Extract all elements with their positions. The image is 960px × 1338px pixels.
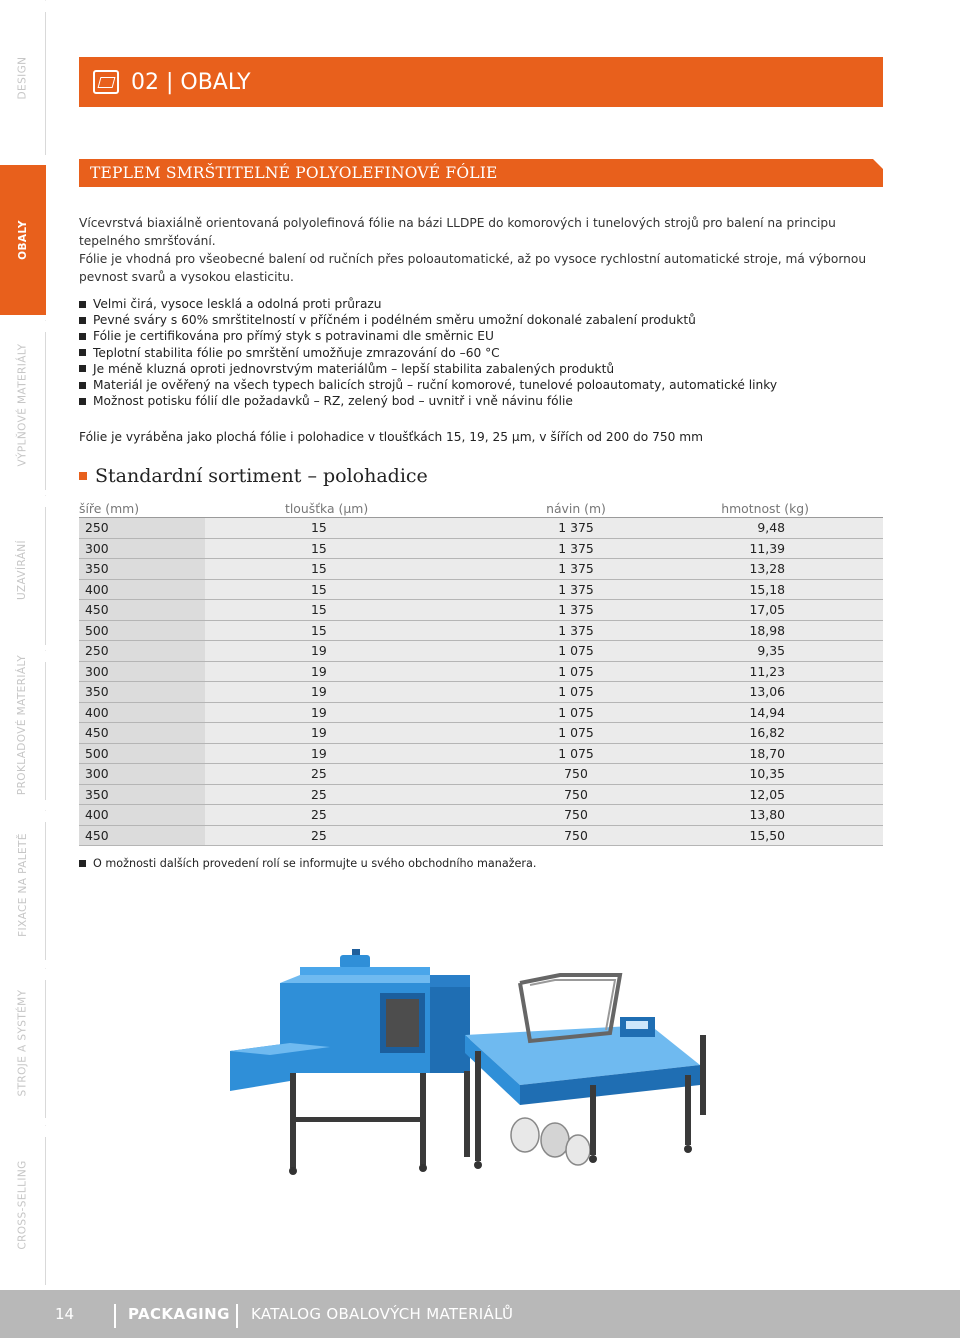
cell-width: 350 [79, 784, 205, 805]
nav-label: PROKLADOVÉ MATERIÁLY [16, 654, 29, 796]
bullet-icon [79, 398, 86, 405]
table-row [79, 764, 883, 785]
bullet-icon [79, 349, 86, 356]
cell-length: 1 075 [521, 702, 631, 723]
cell-length: 1 375 [521, 620, 631, 641]
table-row [79, 805, 883, 826]
cell-length: 1 375 [521, 579, 631, 600]
cell-length: 750 [521, 784, 631, 805]
cell-thickness: 19 [205, 723, 521, 744]
cell-weight: 14,94 [631, 702, 883, 723]
cell-weight: 18,98 [631, 620, 883, 641]
column-header-weight: hmotnost (kg) [631, 499, 883, 518]
cell-weight: 9,35 [631, 641, 883, 662]
cell-thickness: 15 [205, 579, 521, 600]
note [79, 857, 536, 870]
list-item [79, 328, 879, 344]
cell-thickness: 15 [205, 559, 521, 580]
cell-thickness: 25 [205, 805, 521, 826]
cell-width: 400 [79, 702, 205, 723]
cell-weight: 11,39 [631, 538, 883, 559]
cell-weight: 9,48 [631, 518, 883, 539]
list-item-text: Pevné sváry s 60% smrštitelností v příčném i podélném směru umožní dokonalé zabalení produktů [93, 313, 696, 328]
cell-width: 300 [79, 538, 205, 559]
list-item [79, 377, 879, 393]
nav-item-cross-selling[interactable] [0, 1125, 46, 1285]
cell-weight: 17,05 [631, 600, 883, 621]
nav-item-stroje-a-systemy[interactable] [0, 968, 46, 1118]
table-row [79, 538, 883, 559]
table-row [79, 600, 883, 621]
list-item [79, 345, 879, 361]
cell-thickness: 19 [205, 641, 521, 662]
list-item-text: Je méně kluzná oproti jednovrstvým materiálům – lepší stabilita zabalených produktů [93, 361, 615, 376]
cell-weight: 15,18 [631, 579, 883, 600]
shrink-tunnel-machine-illustration [230, 935, 730, 1180]
list-item [79, 296, 879, 312]
table-row [79, 825, 883, 846]
cell-weight: 13,06 [631, 682, 883, 703]
nav-item-fixace-na-palete[interactable] [0, 810, 46, 960]
feature-list [79, 296, 879, 409]
cell-length: 750 [521, 805, 631, 826]
nav-label: OBALY [17, 220, 29, 260]
cell-length: 750 [521, 825, 631, 846]
cell-width: 350 [79, 559, 205, 580]
nav-item-design[interactable] [0, 0, 46, 155]
cell-length: 1 375 [521, 518, 631, 539]
cell-width: 450 [79, 600, 205, 621]
bullet-icon [79, 317, 86, 324]
side-navigation [0, 0, 46, 1290]
cell-length: 1 075 [521, 743, 631, 764]
nav-item-obaly[interactable] [0, 165, 46, 315]
table-row [79, 579, 883, 600]
cell-thickness: 19 [205, 743, 521, 764]
table-title [79, 465, 428, 487]
footer-brand: PACKAGING [128, 1305, 230, 1323]
cell-length: 1 375 [521, 538, 631, 559]
page-number: 14 [55, 1305, 75, 1323]
cell-width: 450 [79, 723, 205, 744]
list-item-text: Možnost potisku fólií dle požadavků – RZ, zelený bod – uvnitř i vně návinu fólie [93, 394, 573, 409]
table-row [79, 641, 883, 662]
cell-width: 500 [79, 743, 205, 764]
nav-item-uzavirani[interactable] [0, 495, 46, 645]
note-text: O možnosti dalších provedení rolí se informujte u svého obchodního manažera. [93, 857, 537, 870]
column-header-width: šíře (mm) [79, 499, 205, 518]
table-row [79, 682, 883, 703]
cell-thickness: 19 [205, 702, 521, 723]
cell-thickness: 19 [205, 661, 521, 682]
table-row [79, 784, 883, 805]
cell-width: 350 [79, 682, 205, 703]
bullet-icon [79, 301, 86, 308]
cell-weight: 12,05 [631, 784, 883, 805]
cell-length: 1 375 [521, 600, 631, 621]
list-item [79, 312, 879, 328]
cell-length: 1 075 [521, 682, 631, 703]
intro-text [79, 214, 879, 286]
footer-catalog-title: KATALOG OBALOVÝCH MATERIÁLŮ [251, 1305, 514, 1323]
cell-width: 250 [79, 518, 205, 539]
production-info: Fólie je vyráběna jako plochá fólie i polohadice v tloušťkách 15, 19, 25 μm, v šířích od 200 do 750 mm [79, 430, 703, 444]
cell-length: 1 375 [521, 559, 631, 580]
cell-weight: 18,70 [631, 743, 883, 764]
table-row [79, 620, 883, 641]
table-title-text: Standardní sortiment – polohadice [95, 465, 428, 487]
list-item-text: Fólie je certifikována pro přímý styk s potravinami dle směrnic EU [93, 329, 494, 344]
cell-thickness: 25 [205, 784, 521, 805]
list-item [79, 393, 879, 409]
table-row [79, 702, 883, 723]
table-header-row [79, 499, 883, 518]
cell-weight: 13,80 [631, 805, 883, 826]
nav-label: STROJE A SYSTÉMY [16, 989, 29, 1097]
list-item [79, 361, 879, 377]
cell-thickness: 15 [205, 620, 521, 641]
bullet-icon [79, 860, 86, 867]
cell-thickness: 25 [205, 825, 521, 846]
footer-divider [236, 1304, 238, 1328]
table-row [79, 661, 883, 682]
cell-weight: 16,82 [631, 723, 883, 744]
bullet-icon [79, 333, 86, 340]
cell-thickness: 25 [205, 764, 521, 785]
list-item-text: Velmi čirá, vysoce lesklá a odolná proti průrazu [93, 297, 382, 311]
cell-width: 450 [79, 825, 205, 846]
cell-width: 300 [79, 764, 205, 785]
cell-width: 400 [79, 579, 205, 600]
nav-label: FIXACE NA PALETĚ [16, 833, 29, 937]
intro-paragraph: Fólie je vhodná pro všeobecné balení od ručních přes poloautomatické, až po vysoce rychlostní automatické stroje, má výbornou pevnost svarů a vysokou elasticitu. [79, 252, 867, 284]
nav-label: DESIGN [16, 56, 29, 99]
cell-weight: 11,23 [631, 661, 883, 682]
table-row [79, 559, 883, 580]
cell-length: 1 075 [521, 661, 631, 682]
list-item-text: Teplotní stabilita fólie po smrštění umožňuje zmrazování do –60 °C [93, 345, 500, 360]
cell-weight: 10,35 [631, 764, 883, 785]
bullet-icon [79, 382, 86, 389]
nav-label: CROSS-SELLING [16, 1160, 29, 1250]
section-header [79, 57, 883, 107]
table-row [79, 723, 883, 744]
cell-width: 400 [79, 805, 205, 826]
bullet-icon [79, 472, 87, 480]
cell-width: 300 [79, 661, 205, 682]
cell-length: 1 075 [521, 641, 631, 662]
section-title: 02 | OBALY [131, 69, 251, 95]
cell-thickness: 19 [205, 682, 521, 703]
box-icon [93, 70, 119, 94]
bullet-icon [79, 365, 86, 372]
intro-paragraph: Vícevrstvá biaxiálně orientovaná polyolefinová fólie na bázi LLDPE do komorových i tunelových strojů pro balení na principu tepelného smršťování. [79, 216, 836, 248]
cell-thickness: 15 [205, 600, 521, 621]
nav-label: VÝPLŇOVÉ MATERIÁLY [16, 343, 29, 467]
cell-width: 500 [79, 620, 205, 641]
column-header-length: návin (m) [521, 499, 631, 518]
cell-thickness: 15 [205, 538, 521, 559]
product-heading-bar [79, 159, 883, 187]
cell-weight: 13,28 [631, 559, 883, 580]
list-item-text: Materiál je ověřený na všech typech balicích strojů – ruční komorové, tunelové poloautomaty, automatické linky [93, 378, 778, 393]
nav-item-vyplnove-materialy[interactable] [0, 320, 46, 490]
cell-weight: 15,50 [631, 825, 883, 846]
column-header-thickness: tloušťka (μm) [205, 499, 521, 518]
assortment-table [79, 499, 883, 846]
nav-item-prokladove-materialy[interactable] [0, 650, 46, 800]
cell-length: 1 075 [521, 723, 631, 744]
product-heading: TEPLEM SMRŠTITELNÉ POLYOLEFINOVÉ FÓLIE [90, 164, 498, 182]
nav-label: UZAVÍRÁNÍ [16, 539, 29, 601]
page-footer [0, 1290, 960, 1338]
cell-thickness: 15 [205, 518, 521, 539]
table-row [79, 743, 883, 764]
cell-length: 750 [521, 764, 631, 785]
cell-width: 250 [79, 641, 205, 662]
table-row [79, 518, 883, 539]
footer-divider [114, 1304, 116, 1328]
